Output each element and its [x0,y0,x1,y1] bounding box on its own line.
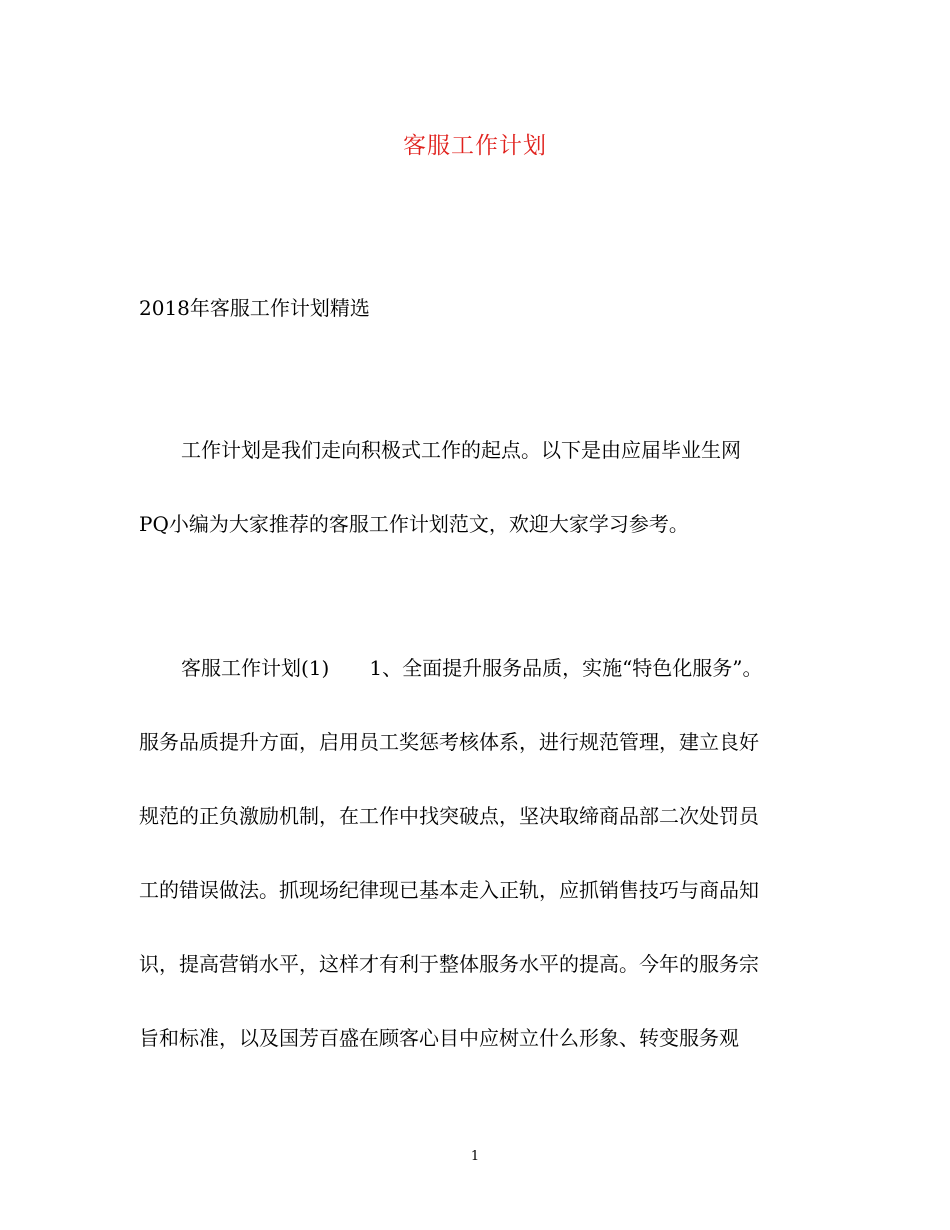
paragraph-line: 旨和标准，以及国芳百盛在顾客心目中应树立什么形象、转变服务观 [139,1026,739,1050]
intro-paragraph [139,432,819,580]
section-heading: 客服工作计划(1) [181,656,330,680]
paragraph-text: 1、全面提升服务品质，实施“特色化服务”。 [369,656,763,680]
paragraph-line: 规范的正负激励机制，在工作中找突破点，坚决取缔商品部二次处罚员 [139,804,759,828]
paragraph-first-line [139,650,819,686]
plan-paragraph [139,650,819,1094]
paragraph-line: 工作计划是我们走向积极式工作的起点。以下是由应届毕业生网 [181,438,741,462]
document-subtitle: 2018年客服工作计划精选 [139,296,370,320]
paragraph-line: 服务品质提升方面，启用员工奖惩考核体系，进行规范管理，建立良好 [139,730,759,754]
page-number: 1 [470,1149,480,1164]
paragraph-line: PQ小编为大家推荐的客服工作计划范文，欢迎大家学习参考。 [139,512,689,536]
paragraph-line: 识，提高营销水平，这样才有利于整体服务水平的提高。今年的服务宗 [139,952,759,976]
paragraph-line: 工的错误做法。抓现场纪律现已基本走入正轨，应抓销售技巧与商品知 [139,878,759,902]
document-title: 客服工作计划 [403,133,547,159]
